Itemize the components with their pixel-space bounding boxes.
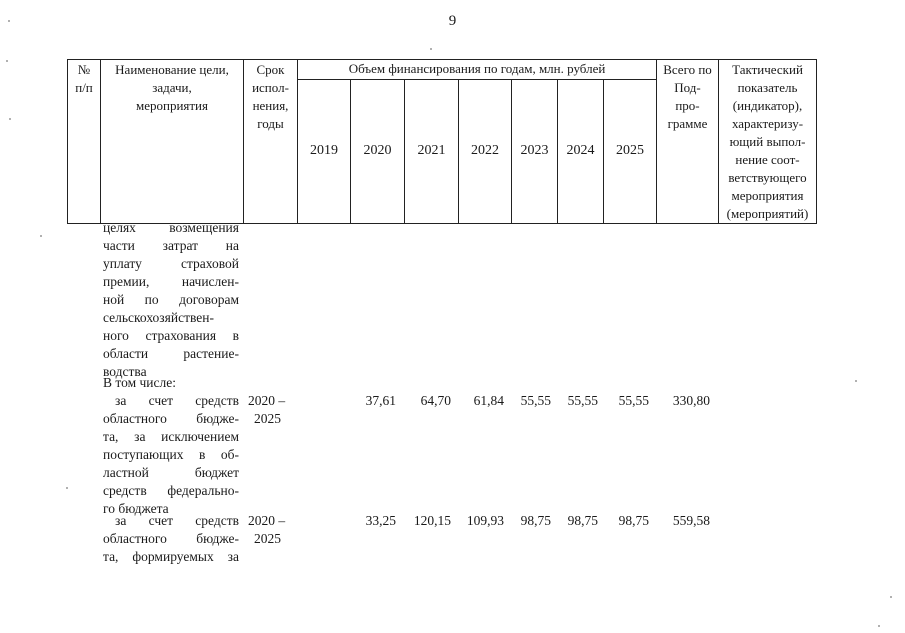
row1-text: за счет средств областного бюдже- та, за исключением поступающих в об- ластной бюджет средств федерально- го бюджета — [103, 393, 239, 516]
scan-speck — [8, 20, 10, 22]
header-name: Наименование цели, задачи, мероприятия — [101, 60, 244, 224]
header-year: 2023 — [512, 79, 558, 223]
scan-speck — [890, 596, 892, 598]
header-term: Срок испол-нения, годы — [244, 60, 298, 224]
row2-total: 559,58 — [672, 513, 710, 528]
row1-period: 2020 – 2025 — [248, 393, 286, 426]
row1-total: 330,80 — [672, 393, 710, 408]
row1-value-2021: 64,70 — [420, 393, 451, 408]
header-year: 2019 — [298, 79, 351, 223]
scan-speck — [878, 625, 880, 627]
header-year: 2021 — [405, 79, 459, 223]
scan-speck — [9, 118, 11, 120]
header-year: 2024 — [558, 79, 604, 223]
row-intro-text: целях возмещения части затрат на уплату страховой премии, начислен- ной по договорам сельскохозяйствен- ного страхования в области растение- водства — [103, 220, 239, 379]
row2-value-2021: 120,15 — [413, 513, 451, 528]
row1-value-2023: 55,55 — [520, 393, 551, 408]
header-indicator: Тактический показатель (индикатор), характеризу-ющий выпол-нение соот-ветствующего мероприятия (мероприятий) — [719, 60, 817, 224]
in-total-label: В том числе: — [103, 375, 176, 390]
row2-value-2024: 98,75 — [567, 513, 598, 528]
scan-speck — [40, 235, 42, 237]
header-total: Всего по Под-про-грамме — [657, 60, 719, 224]
row2-period: 2020 – 2025 — [248, 513, 286, 546]
row1-value-2020: 37,61 — [365, 393, 396, 408]
scan-speck — [430, 48, 432, 50]
header-year: 2025 — [604, 79, 657, 223]
scan-speck — [6, 60, 8, 62]
page-number: 9 — [448, 13, 457, 29]
row1-value-2025: 55,55 — [618, 393, 649, 408]
table-header — [67, 59, 817, 224]
row2-text: за счет средств областного бюдже- та, формируемых за — [103, 513, 239, 564]
row2-value-2022: 109,93 — [466, 513, 504, 528]
scan-speck — [855, 380, 857, 382]
row2-value-2025: 98,75 — [618, 513, 649, 528]
header-year: 2020 — [351, 79, 405, 223]
header-num: № п/п — [68, 60, 101, 224]
row1-value-2024: 55,55 — [567, 393, 598, 408]
row2-value-2020: 33,25 — [365, 513, 396, 528]
row1-value-2022: 61,84 — [473, 393, 504, 408]
scan-speck — [66, 487, 68, 489]
header-funding: Объем финансирования по годам, млн. рублей — [298, 60, 657, 80]
row2-value-2023: 98,75 — [520, 513, 551, 528]
header-year: 2022 — [459, 79, 512, 223]
